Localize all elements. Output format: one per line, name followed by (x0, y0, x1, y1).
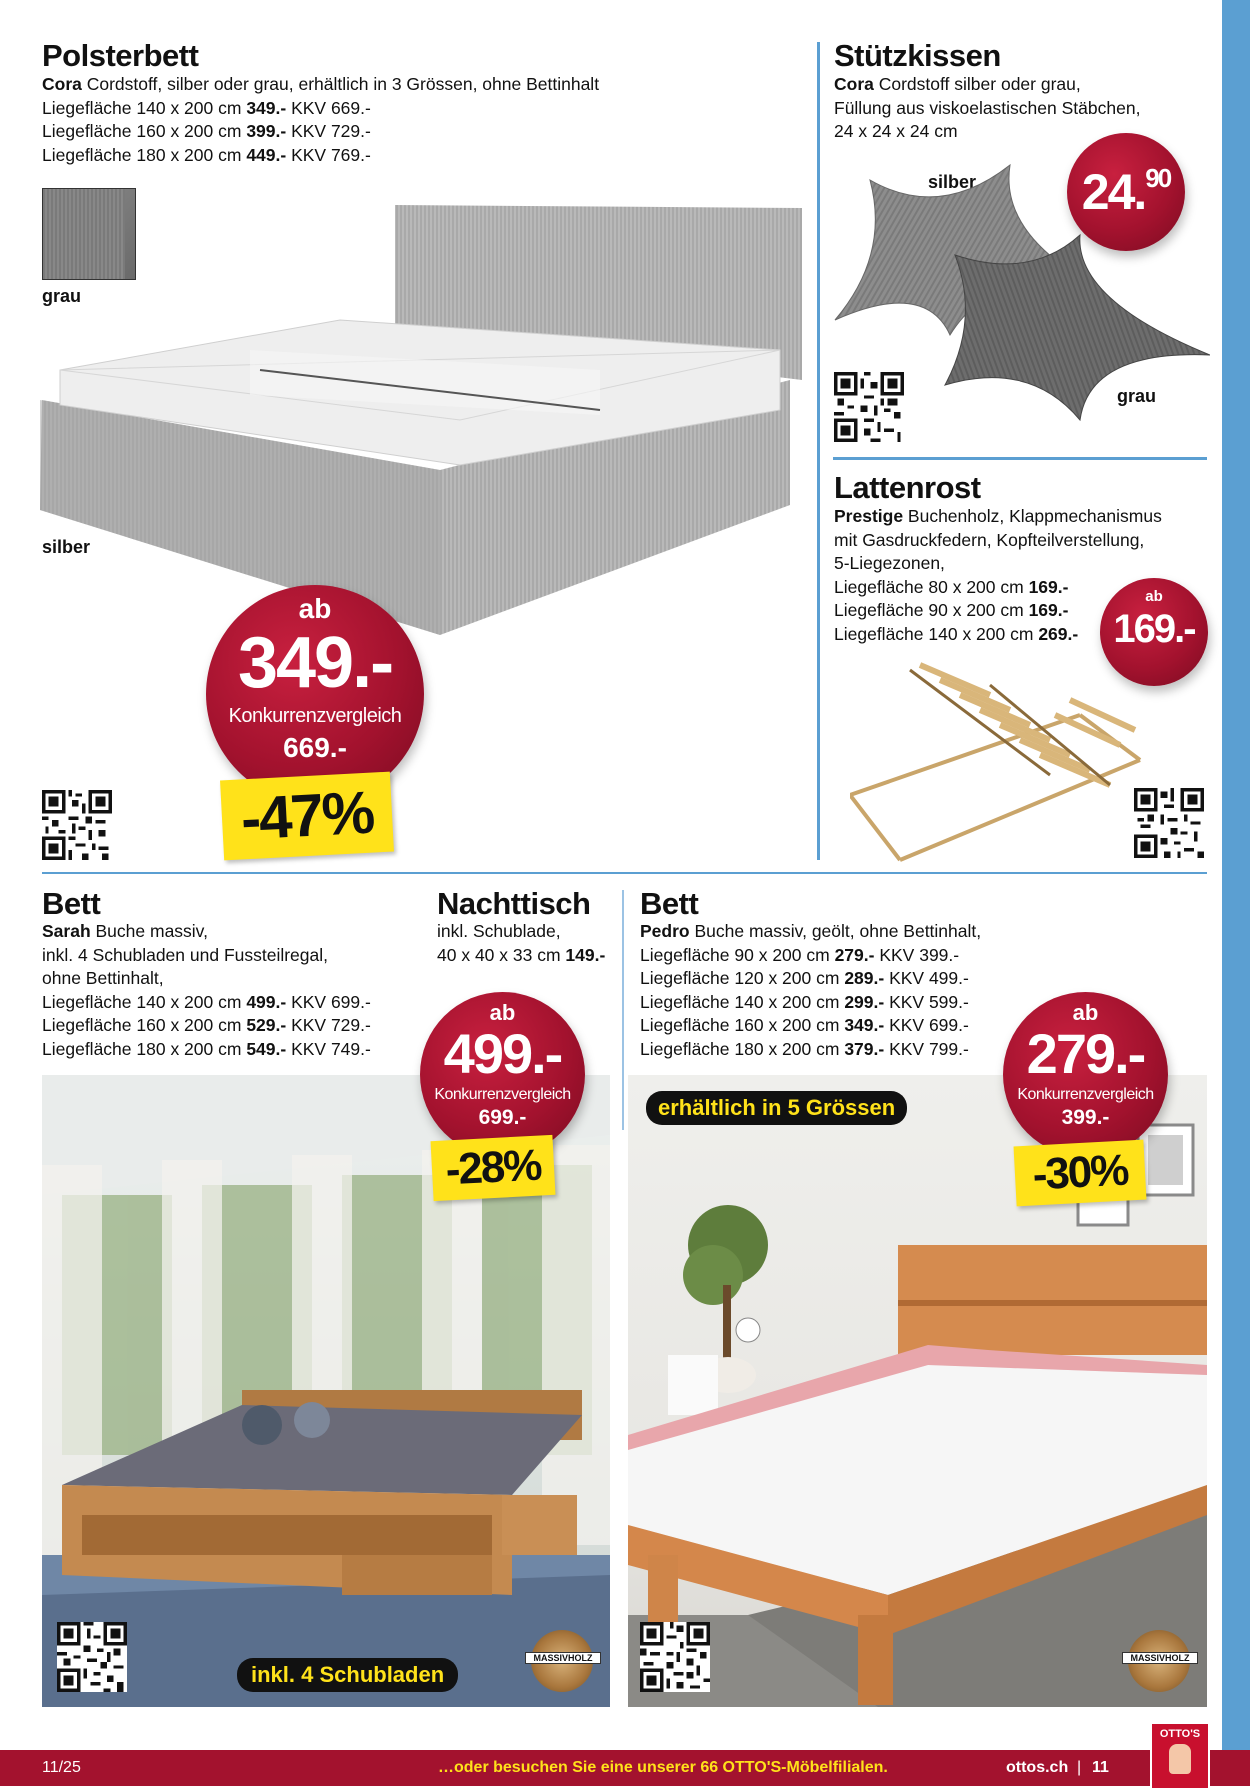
info-pill-groessen: erhältlich in 5 Grössen (646, 1091, 907, 1125)
size-line: Liegefläche 180 x 200 cm 549.- KKV 749.- (42, 1038, 371, 1059)
size-line: Liegefläche 90 x 200 cm 279.- KKV 399.- (640, 944, 960, 965)
stuetzkissen-title: Stützkissen (834, 38, 1001, 73)
divider-vertical-bottom (622, 890, 624, 1130)
bett-pedro-description: Pedro Buche massiv, geölt, ohne Bettinhalt, Liegefläche 90 x 200 cm 279.- KKV 399.- Liegefläche 120 x 200 cm 289.- KKV 499.- Liegefläche 140 x 200 cm 299.- KKV 599.- Liegefläche 160 x 200 cm 349.- KKV 699.- Liegefläche 180 x 200 cm 379.- KKV 799.- (640, 920, 981, 1061)
size-line: Liegefläche 90 x 200 cm 169.- (834, 600, 1069, 620)
size-line: Liegefläche 140 x 200 cm 269.- (834, 623, 1079, 644)
slatted-frame-image (850, 655, 1150, 865)
hand-icon (1169, 1744, 1191, 1774)
price-badge-lattenrost: ab 169.- (1100, 578, 1208, 686)
size-line: Liegefläche 160 x 200 cm 349.- KKV 699.- (640, 1015, 969, 1035)
pillow-label-silber: silber (928, 172, 977, 192)
size-line: Liegefläche 180 x 200 cm 379.- KKV 799.- (640, 1038, 969, 1059)
upholstered-bed-image (40, 200, 810, 640)
pillow-label-grau: grau (1117, 386, 1157, 406)
price-badge-sarah: ab 499.- Konkurrenzvergleich 699.- (420, 992, 585, 1157)
right-accent-band (1222, 0, 1250, 1750)
size-line: Liegefläche 140 x 200 cm 349.- KKV 669.- (42, 97, 371, 118)
info-pill-schubladen: inkl. 4 Schubladen (237, 1658, 458, 1692)
qr-code-polsterbett[interactable] (42, 790, 112, 860)
lattenrost-title: Lattenrost (834, 470, 981, 505)
qr-code-sarah[interactable] (57, 1622, 127, 1692)
divider-horizontal-mid (42, 872, 1207, 874)
nachttisch-description: inkl. Schublade, 40 x 40 x 33 cm 149.- (437, 921, 606, 965)
discount-tag-pedro: -30% (1014, 1140, 1147, 1207)
stuetzkissen-description: Cora Cordstoff silber oder grau, Füllung aus viskoelastischen Stäbchen, 24 x 24 x 24 cm (834, 74, 1141, 141)
price-badge-stuetzkissen: 24.90 (1067, 133, 1185, 251)
nachttisch-title: Nachttisch (437, 886, 591, 921)
price-badge-polsterbett: ab 349.- Konkurrenzvergleich 669.- (206, 585, 424, 803)
page-indicator: 11/25 (42, 1759, 81, 1776)
size-line: Liegefläche 140 x 200 cm 299.- KKV 599.- (640, 991, 969, 1012)
qr-code-pedro[interactable] (640, 1622, 710, 1692)
divider-horizontal-right (833, 457, 1207, 460)
bett-pedro-title: Bett (640, 886, 699, 921)
color-label-silber: silber (42, 537, 91, 557)
footer-bar (0, 1750, 1250, 1786)
size-line: Liegefläche 80 x 200 cm 169.- (834, 576, 1069, 597)
swatch-label-grau: grau (42, 286, 82, 306)
polsterbett-title: Polsterbett (42, 38, 199, 73)
price-badge-pedro: ab 279.- Konkurrenzvergleich 399.- (1003, 992, 1168, 1157)
qr-code-stuetzkissen[interactable] (834, 372, 904, 442)
size-line: Liegefläche 160 x 200 cm 399.- KKV 729.- (42, 121, 371, 141)
footer-separator: | (1077, 1759, 1082, 1776)
bett-sarah-title: Bett (42, 886, 101, 921)
ottos-logo: OTTO'S (1150, 1722, 1210, 1790)
size-line: Liegefläche 160 x 200 cm 529.- KKV 729.- (42, 1015, 371, 1035)
discount-tag-polsterbett: -47% (220, 772, 394, 861)
size-line: Liegefläche 180 x 200 cm 449.- KKV 769.- (42, 144, 371, 165)
massivholz-seal-sarah: MASSIVHOLZ (531, 1630, 593, 1692)
bett-sarah-description: Sarah Buche massiv, inkl. 4 Schubladen und Fussteilregal, ohne Bettinhalt, Liegefläche 140 x 200 cm 499.- KKV 699.- Liegefläche 160 x 200 cm 529.- KKV 729.- Liegefläche 180 x 200 cm 549.- KKV 749.- (42, 920, 371, 1061)
discount-tag-sarah: -28% (431, 1135, 556, 1201)
polsterbett-description: Cora Cordstoff, silber oder grau, erhältlich in 3 Grössen, ohne Bettinhalt Liegefläche 140 x 200 cm 349.- KKV 669.- Liegefläche 160 x 200 cm 399.- KKV 729.- Liegefläche 180 x 200 cm 449.- KKV 769.- (42, 73, 599, 167)
footer-website-link[interactable]: ottos.ch (1006, 1759, 1069, 1776)
massivholz-seal-pedro: MASSIVHOLZ (1128, 1630, 1190, 1692)
footer-tagline: …oder besuchen Sie eine unserer 66 OTTO'S-Möbelfilialen. (438, 1759, 888, 1776)
qr-code-lattenrost[interactable] (1134, 788, 1204, 858)
lattenrost-description: Prestige Buchenholz, Klappmechanismus mit Gasdruckfedern, Kopfteilverstellung, 5-Liegezonen, Liegefläche 80 x 200 cm 169.- Liegefläche 90 x 200 cm 169.- Liegefläche 140 x 200 cm 269.- (834, 505, 1162, 646)
size-line: Liegefläche 140 x 200 cm 499.- KKV 699.- (42, 991, 371, 1012)
footer-page-number: 11 (1092, 1759, 1109, 1776)
size-line: Liegefläche 120 x 200 cm 289.- KKV 499.- (640, 968, 969, 988)
divider-vertical-top (817, 42, 820, 860)
